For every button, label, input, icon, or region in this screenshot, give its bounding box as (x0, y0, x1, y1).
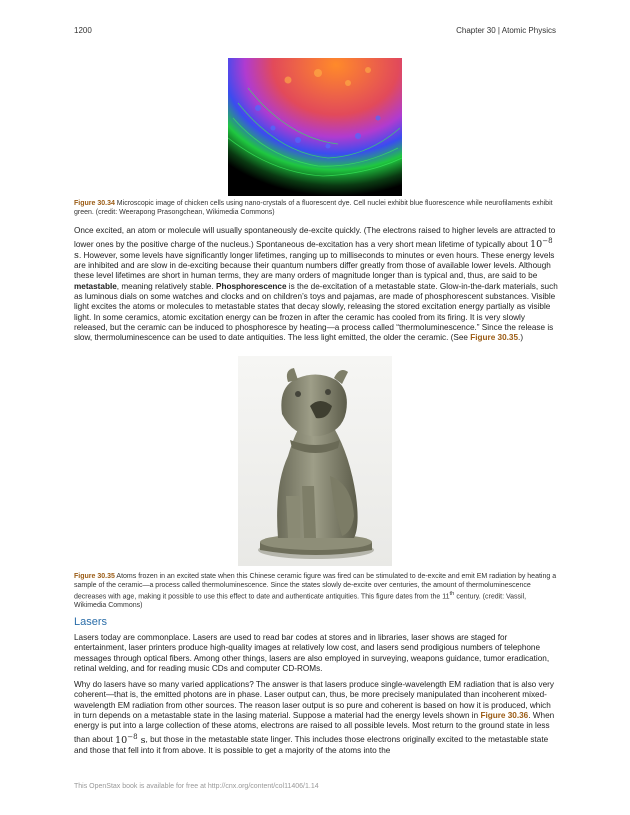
section-heading: Lasers (74, 616, 108, 628)
paragraph-text: is the de-excitation of a metastable state. Glow-in-the-dark materials, such as luminous dials on some watches and clocks and on children’s toys and pajamas, are made of phosphorescent substances. Visible light excites the atoms or molecules to metastable states that decay slowly, releasing the stored excitation energy partially as visible light. In some ceramics, atomic excitation energy can be frozen in after the ceramic has cooled from its firing. It is very slowly released, but the ceramic can be induced to phosphoresce by heating—a process called “thermoluminescence.” Since the release is slow, thermoluminescence can be used to date antiquities. The less light emitted, the older the ceramic. (See (74, 281, 558, 343)
caption-text: Atoms frozen in an excited state when this Chinese ceramic figure was fired can be stimulated to de-excite and emit EM radiation by heating a sample of the ceramic—a process called thermoluminescence. Since the states slowly de-excite over centuries, the amount of thermoluminescence decreases with age, making it possible to use this effect to date and authenticate antiquities. This figure dates from the 11 (74, 573, 557, 601)
math-expression (114, 732, 146, 746)
math-exponent: −8 (127, 732, 138, 741)
math-exponent: −8 (542, 237, 553, 246)
paragraph-text: Once excited, an atom or molecule will usually spontaneously de-excite quickly. (The electrons raised to higher levels are attracted to lower ones by the positive charge of the nucleus.) Spontaneous de-excitation has a very short mean lifetime of typically about (74, 226, 556, 250)
page-number: 1200 (74, 26, 92, 35)
math-unit: s (137, 734, 146, 746)
body-paragraph (74, 680, 558, 756)
paragraph-text: Why do lasers have so many varied applications? The answer is that lasers produce single-wavelength EM radiation that is also very coherent—that is, the emitted photons are in phase. Laser output can, thus, be more precisely manipulated than incoherent mixed-wavelength EM radiation from other sources. The reason laser output is so pure and coherent is based on how it is produced, which in turn depends on a metastable state in the lasing material. Suppose a material had the energy levels shown in (74, 680, 554, 720)
caption-superscript: th (449, 591, 455, 597)
math-base: 10 (114, 734, 128, 746)
math-base: 10 (530, 239, 543, 251)
fluorescent-cells-image (228, 58, 402, 196)
term-metastable: metastable (74, 281, 117, 291)
math-unit: s (74, 249, 79, 261)
figure-label: Figure 30.35 (74, 573, 115, 580)
figure-link[interactable]: Figure 30.35 (470, 333, 519, 343)
paragraph-text: , meaning relatively stable. (116, 281, 216, 291)
paragraph-text: . When energy is put into a large collection of these atoms, electrons are raised to all possible levels. Most return to the ground state in less than about (74, 710, 555, 745)
body-paragraph (74, 226, 558, 343)
paragraph-text: . However, some levels have significantly longer lifetimes, ranging up to milliseconds to minutes or even hours. These energy levels are inhibited and are slow in de-exciting because their quantum numbers differ greatly from those of available lower levels. Although these level lifetimes are short in human terms, they are many orders of magnitude longer than is typical and, thus, are said to be (74, 250, 555, 281)
figure-caption (74, 572, 558, 610)
paragraph-text: , but those in the metastable state linger. This includes those electrons originally excited to the metastable state and those that fell into it from above. It is possible to get a majority of the atoms into the (74, 735, 549, 755)
body-paragraph: Lasers today are commonplace. Lasers are used to read bar codes at stores and in libraries, laser shows are staged for entertainment, laser printers produce high-quality images at relatively low cost, and lasers send prodigious numbers of telephone messages through optical fibers. Among other things, lasers are also employed in surveying, weapons guidance, tumor eradication, retinal welding, and for reading music CDs and computer CD-ROMs. (74, 633, 550, 673)
caption-text: century. (credit: Vassil, Wikimedia Commons) (74, 593, 527, 610)
figure-link[interactable]: Figure 30.36 (480, 710, 529, 720)
ceramic-figure-image (238, 356, 392, 566)
page-footer: This OpenStax book is available for free at http://cnx.org/content/col11406/1.14 (74, 783, 319, 790)
paragraph-text: .) (518, 333, 524, 343)
figure-caption (74, 199, 558, 217)
figure-label: Figure 30.34 (74, 200, 115, 207)
caption-text: Microscopic image of chicken cells using nano-crystals of a fluorescent dye. Cell nuclei exhibit blue fluorescence while neurofilaments exhibit green. (credit: Weerapong Prasongchean, Wikimedia Commons) (74, 200, 553, 216)
chapter-title: Chapter 30 | Atomic Physics (456, 26, 556, 35)
term-phosphorescence: Phosphorescence (216, 281, 287, 291)
